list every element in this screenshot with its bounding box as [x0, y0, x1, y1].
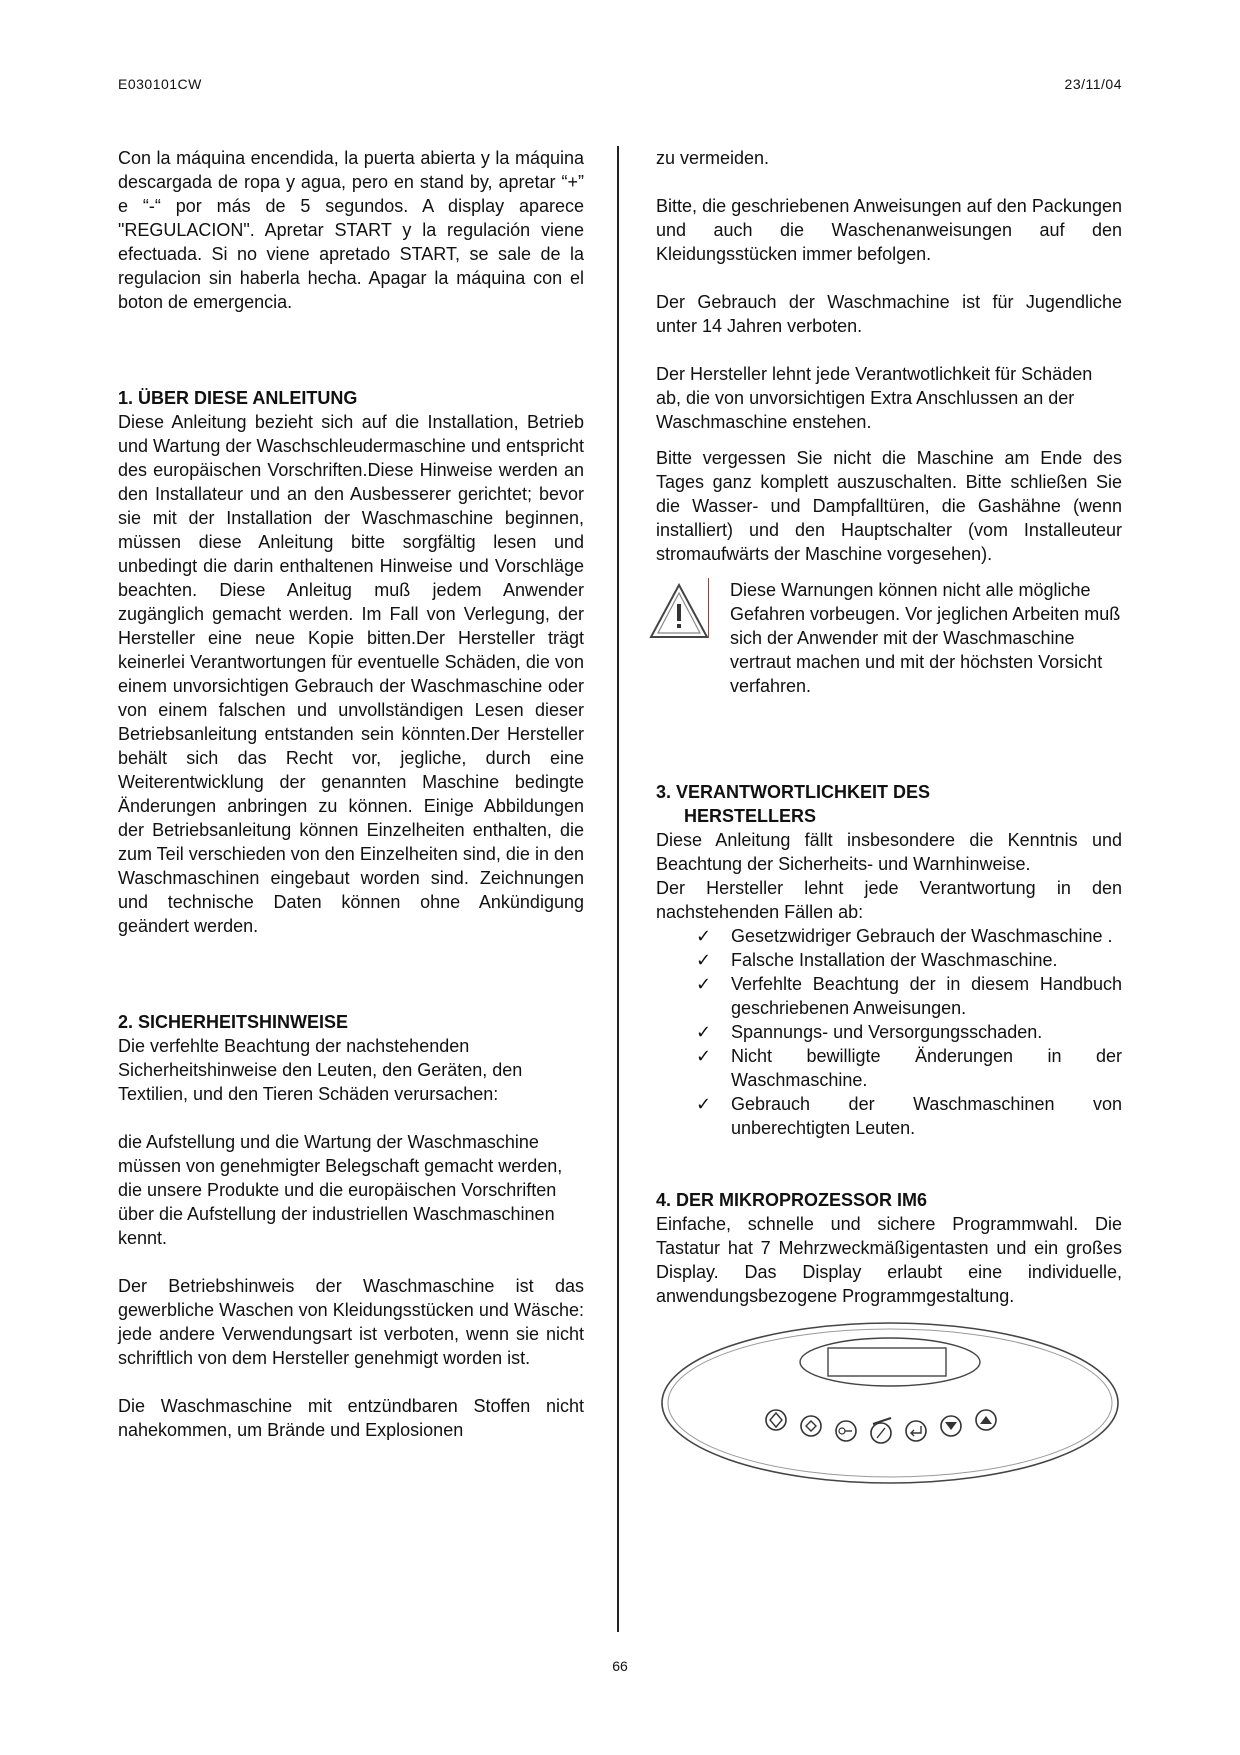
liability-paragraph: Der Hersteller lehnt jede Verantwotlichkeit für Schäden ab, die von unvorsichtigen Extra Anschlussen an der Waschmaschine enstehen.	[656, 364, 1093, 432]
section-1-body: Diese Anleitung bezieht sich auf die Installation, Betrieb und Wartung der Waschschleudermaschine und entspricht des europäischen Vorschriften.Diese Hinweise werden an den Installateur und an den Ausbesserer gerichtet; bevor sie mit der Installation der Waschmaschine beginnen, müssen diese Anleitung bitte sorgfältig lesen und unbedingt die darin enthaltenen Hinweise und Vorschläge beachten. Diese Anleitug muß jedem Anwender zugänglich gemacht werden. Im Fall von Verlegung, der Hersteller eine neue Kopie bitten.Der Hersteller trägt keinerlei Verantwortungen für eventuelle Schäden, die von einem unvorsichtigen Gebrauch der Waschmaschine oder von einem falschen und unvollständigen Lesen dieser Betriebsanleitung entstanden sein könnten.Der Hersteller behält sich das Recht vor, jegliche, durch eine Weiterentwicklung der genannten Maschine bedingte Änderungen anbringen zu können. Einige Abbildungen der Betriebsanleitung können Einzelheiten enthalten, die zum Teil verschieden von den Einzelheiten sind, die in den Waschmaschinen eingebaut worden sind. Zeichnungen und technische Daten können ohne Ankündigung geändert werden.	[118, 412, 584, 936]
section-2-paragraph-3: Der Betriebshinweis der Waschmaschine ist das gewerbliche Waschen von Kleidungsstücken und Wäsche: jede andere Verwendungsart ist verboten, wenn sie nicht schriftlich von dem Hersteller genehmigt worden ist.	[118, 1276, 584, 1368]
intro-paragraph: Con la máquina encendida, la puerta abierta y la máquina descargada de ropa y agua, pero en stand by, apretar “+” e “-“ por más de 5 segundos. A display aparece "REGULACION". Apretar START y la regulación viene efectuada. Si no viene apretado START, se sale de la regulacion sin haberla hecha. Apagar la máquina con el boton de emergencia.	[118, 148, 584, 312]
right-column	[656, 146, 1122, 1494]
switch-off-paragraph: Bitte vergessen Sie nicht die Maschine am Ende des Tages ganz komplett auszuschalten. Bitte schließen Sie die Wasser- und Dampfalltüren, die Gashähne (wenn installiert) und den Hauptschalter (vom Installeuteur stromaufwärts der Maschine vorgesehen).	[656, 448, 1122, 564]
section-3-heading	[656, 780, 1122, 828]
warning-separator	[708, 578, 709, 638]
list-item: ✓ Spannungs- und Versorgungsschaden.	[696, 1022, 1043, 1042]
section-4-body: Einfache, schnelle und sichere Programmwahl. Die Tastatur hat 7 Mehrzweckmäßigentasten und ein großes Display. Das Display erlaubt eine individuelle, anwendungsbezogene Programmgestaltung.	[656, 1214, 1122, 1306]
document-date: 23/11/04	[1064, 76, 1122, 92]
section-4-heading: 4. DER MIKROPROZESSOR IM6	[656, 1190, 928, 1210]
section-3-paragraph-1: Diese Anleitung fällt insbesondere die Kenntnis und Beachtung der Sicherheits- und Warnhinweise.	[656, 830, 1122, 874]
check-mark-icon: ✓	[696, 1022, 712, 1042]
section-3-heading-line-2: HERSTELLERS	[684, 806, 817, 826]
stop-button-icon	[801, 1416, 821, 1436]
check-mark-icon: ✓	[696, 1046, 712, 1066]
start-button-icon	[766, 1410, 786, 1430]
list-item: ✓ Gebrauch der Waschmaschinen von unberechtigten Leuten.	[696, 1094, 1122, 1138]
warning-block	[656, 578, 1122, 708]
continuation-paragraph: zu vermeiden.	[656, 148, 770, 168]
display-screen	[828, 1348, 946, 1376]
control-panel-illustration	[658, 1318, 1122, 1494]
document-code: E030101CW	[118, 76, 202, 92]
liability-exclusion-list	[656, 924, 1122, 1140]
section-2-paragraph-2: die Aufstellung und die Wartung der Waschmaschine müssen von genehmigter Belegschaft gemacht werden, die unsere Produkte und die europäischen Vorschriften über die Aufstellung der industriellen Waschmaschinen kennt.	[118, 1132, 563, 1248]
key-button-icon	[836, 1421, 856, 1441]
control-panel-drawing	[658, 1318, 1122, 1488]
down-arrow-button-icon	[941, 1416, 961, 1436]
check-mark-icon: ✓	[696, 974, 712, 994]
check-mark-icon: ✓	[696, 1094, 712, 1114]
section-2-paragraph-4: Die Waschmaschine mit entzündbaren Stoffen nicht nahekommen, um Brände und Explosionen	[118, 1396, 584, 1440]
warning-triangle-icon	[648, 582, 710, 640]
column-divider	[617, 146, 619, 1632]
section-3-paragraph-2: Der Hersteller lehnt jede Verantwortung in den nachstehenden Fällen ab:	[656, 878, 1122, 922]
warning-text: Diese Warnungen können nicht alle mögliche Gefahren vorbeugen. Vor jeglichen Arbeiten muß sich der Anwender mit der Waschmaschine vertraut machen und mit der höchsten Vorsicht verfahren.	[730, 580, 1121, 696]
check-mark-icon: ✓	[696, 926, 712, 946]
section-2-paragraph-1: Die verfehlte Beachtung der nachstehenden Sicherheitshinweise den Leuten, den Geräten, den Textilien, und den Tieren Schäden verursachen:	[118, 1036, 523, 1104]
list-item: ✓ Falsche Installation der Waschmaschine.	[696, 950, 1058, 970]
list-item: ✓ Nicht bewilligte Änderungen in der Waschmaschine.	[696, 1046, 1122, 1090]
age-restriction-paragraph: Der Gebrauch der Waschmachine ist für Jugendliche unter 14 Jahren verboten.	[656, 292, 1122, 336]
left-column	[118, 146, 584, 1442]
list-item: ✓ Gesetzwidriger Gebrauch der Waschmaschine .	[696, 926, 1113, 946]
program-button-icon	[871, 1418, 891, 1443]
up-arrow-button-icon	[976, 1410, 996, 1430]
check-mark-icon: ✓	[696, 950, 712, 970]
enter-button-icon	[906, 1421, 926, 1441]
instructions-paragraph: Bitte, die geschriebenen Anweisungen auf den Packungen und auch die Waschenanweisungen auf den Kleidungsstücken immer befolgen.	[656, 196, 1122, 264]
list-item: ✓ Verfehlte Beachtung der in diesem Handbuch geschriebenen Anweisungen.	[696, 974, 1122, 1018]
page-number: 66	[612, 1658, 628, 1674]
section-1-heading: 1. ÜBER DIESE ANLEITUNG	[118, 388, 358, 408]
section-3-heading-line-1: 3. VERANTWORTLICHKEIT DES	[656, 782, 931, 802]
section-2-heading: 2. SICHERHEITSHINWEISE	[118, 1012, 349, 1032]
